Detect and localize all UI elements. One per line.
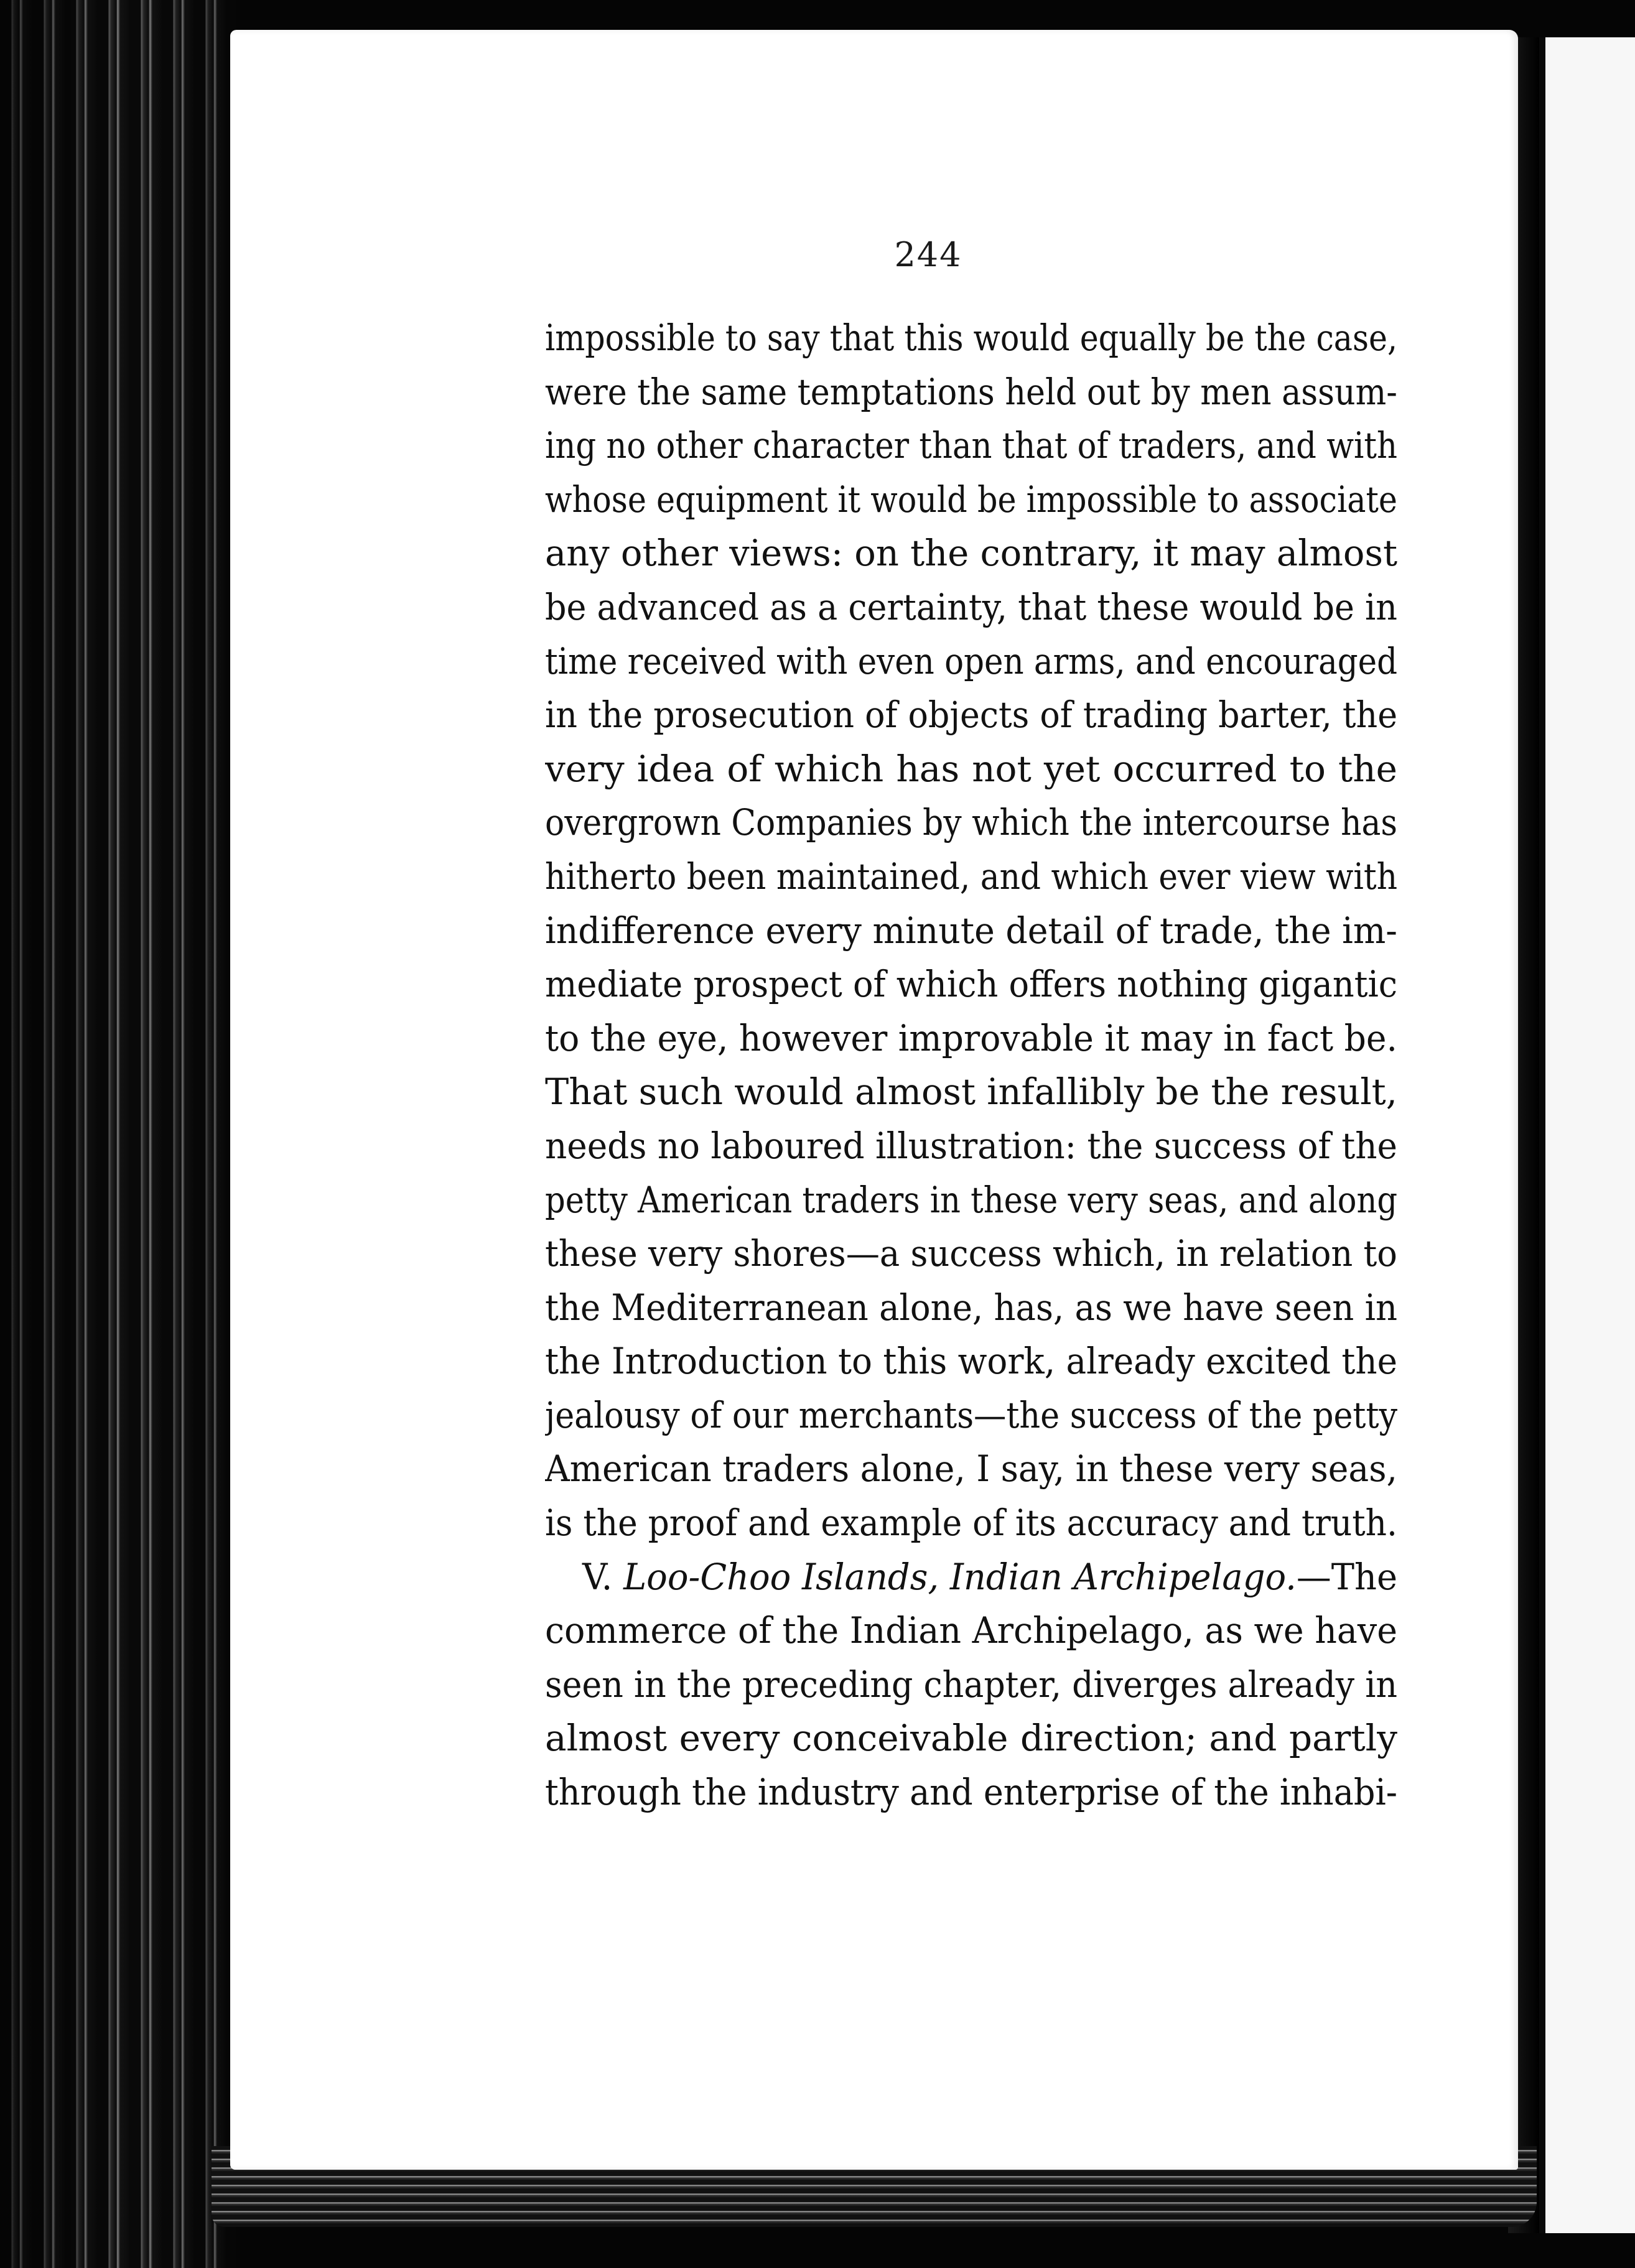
- book-binding-edge: [0, 0, 236, 2268]
- text-line: jealousy of our merchants—the success of the petty: [545, 1393, 1397, 1436]
- text-line: any other views: on the contrary, it may almost: [545, 532, 1397, 575]
- text-line: the Mediterranean alone, has, as we have seen in: [545, 1286, 1397, 1329]
- text-line: be advanced as a certainty, that these would be in: [545, 585, 1397, 628]
- page-number: 244: [894, 235, 962, 274]
- text-line: whose equipment it would be impossible to associate: [545, 478, 1397, 521]
- text-line: petty American traders in these very seas, and along: [545, 1178, 1397, 1221]
- section-heading: Loo-Choo Islands, Indian Archipelago.: [623, 1555, 1297, 1598]
- text-line: commerce of the Indian Archipelago, as we have: [545, 1609, 1397, 1652]
- text-line: the Introduction to this work, already excited the: [545, 1340, 1397, 1383]
- body-text: [545, 311, 1397, 1820]
- text-line: ing no other character than that of traders, and with: [545, 424, 1397, 467]
- text-line: almost every conceivable direction; and partly: [545, 1717, 1397, 1760]
- facing-page-edge: [1537, 37, 1635, 2233]
- text-line: That such would almost infallibly be the result,: [545, 1071, 1397, 1113]
- text-line: these very shores—a success which, in relation to: [545, 1232, 1397, 1275]
- text-line: indifference every minute detail of trade, the im-: [545, 909, 1397, 952]
- text-line: were the same temptations held out by men assum-: [545, 370, 1397, 413]
- text-line: mediate prospect of which offers nothing gigantic: [545, 963, 1397, 1006]
- text-line: overgrown Companies by which the intercourse has: [545, 801, 1397, 844]
- text-line: through the industry and enterprise of the inhabi-: [545, 1771, 1397, 1814]
- text-line: needs no laboured illustration: the success of the: [545, 1124, 1397, 1167]
- section-numeral: V.: [582, 1555, 613, 1598]
- text-line: seen in the preceding chapter, diverges already in: [545, 1663, 1397, 1706]
- text-line: is the proof and example of its accuracy and truth.: [545, 1502, 1397, 1545]
- section-heading-line: [545, 1550, 1397, 1604]
- text-line: hitherto been maintained, and which ever view with: [545, 855, 1397, 898]
- section-heading-lead: —The: [1296, 1555, 1397, 1598]
- text-line: to the eye, however improvable it may in fact be.: [545, 1016, 1397, 1059]
- text-line: American traders alone, I say, in these very seas,: [545, 1448, 1397, 1490]
- text-line: time received with even open arms, and encouraged: [545, 639, 1397, 682]
- text-line: in the prosecution of objects of trading barter, the: [545, 694, 1397, 737]
- text-line: impossible to say that this would equally be the case,: [545, 317, 1397, 359]
- text-line: very idea of which has not yet occurred to the: [545, 747, 1397, 790]
